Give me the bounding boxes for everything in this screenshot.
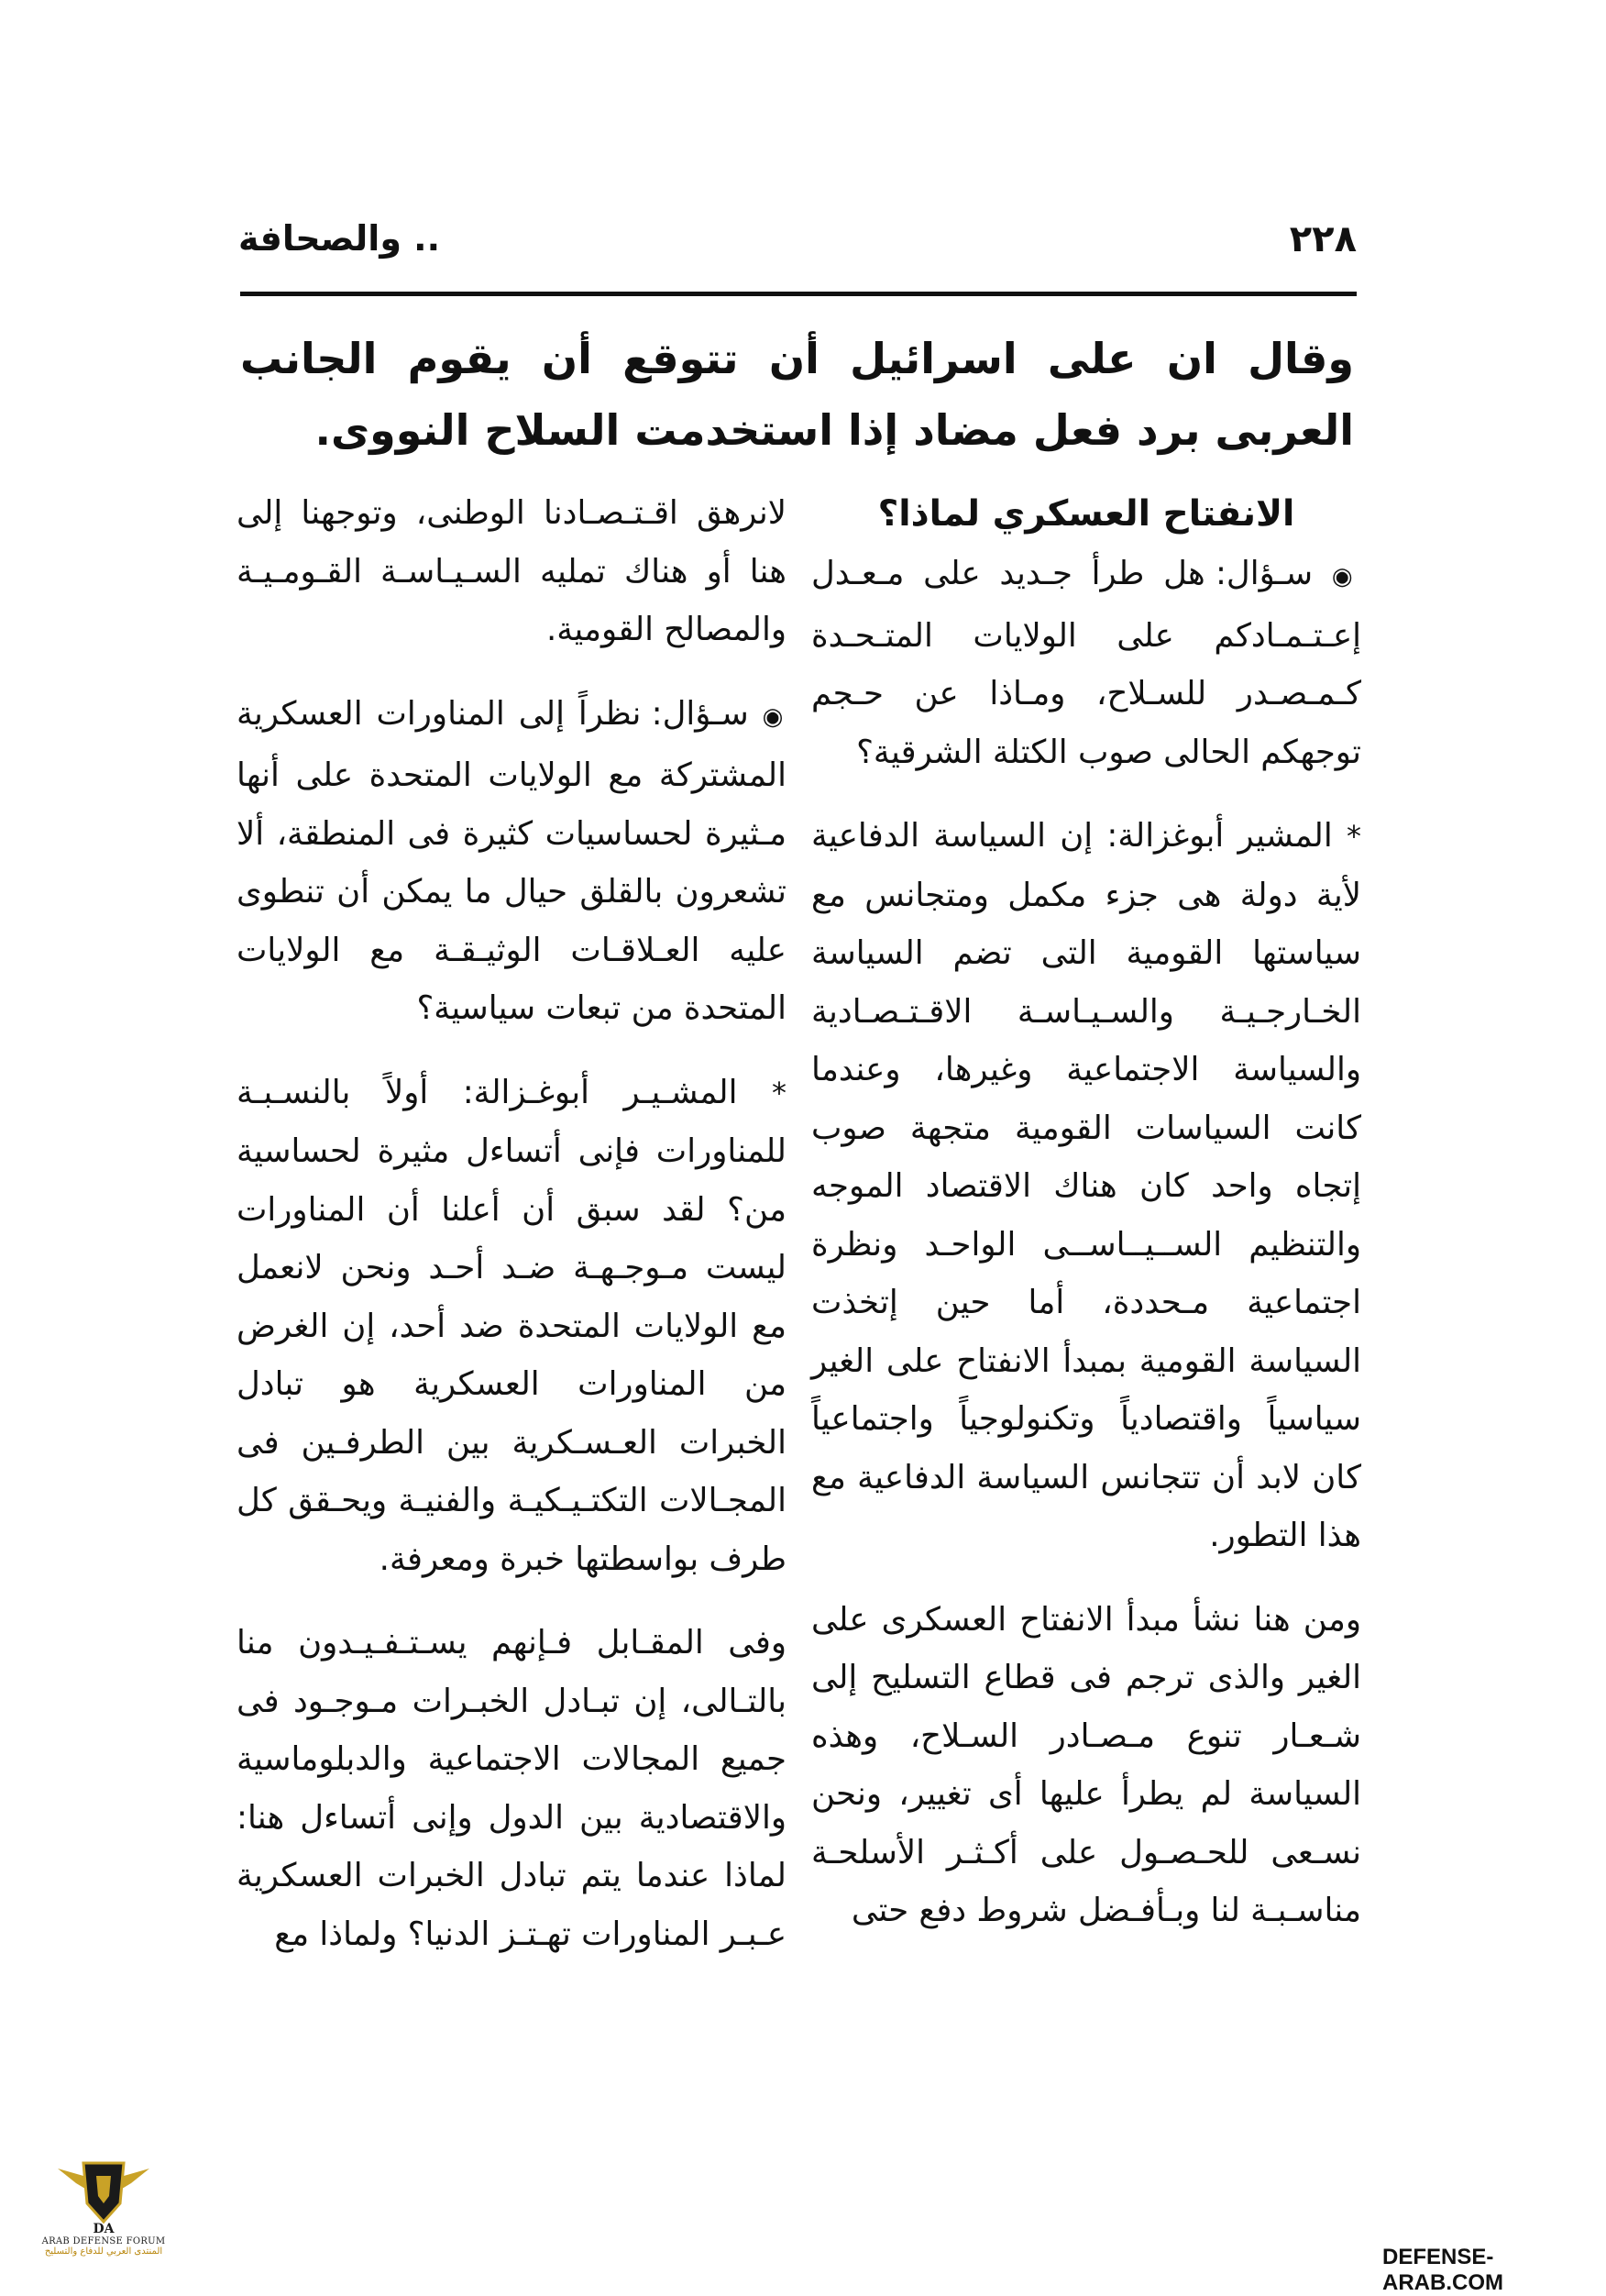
page-number: ٢٢٨ xyxy=(1289,218,1357,260)
running-title: .. والصحافة xyxy=(238,218,441,259)
bullet-icon: ◉ xyxy=(1331,563,1361,591)
left-column xyxy=(236,484,786,1963)
answer-2-text: المشـيـر أبوغـزالة: أولاً بالنسـبـة للمناورات فإنى أتساءل مثيرة لحساسية من؟ لقد سبق أن أعلنا أن المناورات ليست مـوجـهـة ضـد أحـد ونحن لانعمل مع الولايات المتحدة ضد أحد، إن الغرض من المناورات العسكرية هو تبادل الخبرات العـسـكرية بين الطرفـين فى المجـالات التكتـيـكيـة والفنيـة ويحـقق كل طرف بواسطتها خبرة ومعرفة. xyxy=(236,1073,786,1578)
header-rule xyxy=(240,292,1357,296)
logo-arabic-name: المنتدى العربي للدفاع والتسليح xyxy=(44,2246,163,2257)
answer-1-text: المشير أبوغزالة: إن السياسة الدفاعية لأية دولة هى جزء مكمل ومتجانس مع سياستها القومية التى تضم السياسة الخـارجـيـة والسـيـاسـة الاقـتـصـادية والسياسة الاجتماعية وغيرها، وعندما كانت السياسات القومية متجهة صوب إتجاه واحد كان هناك الاقتصاد الموجه والتنظيم الســيــاســى الواحـد ونظرة اجتماعية مـحددة، أما حين إتخذت السياسة القومية بمبدأ الانفتاح على الغير سياسياً واقتصادياً وتكنولوجياً واجتماعياً كان لابد أن تتجانس السياسة الدفاعية مع هذا التطور. xyxy=(811,817,1361,1554)
answer-1 xyxy=(811,807,1361,1565)
paragraph-2: ومن هنا نشأ مبدأ الانفتاح العسكرى على الغير والذى ترجم فى قطاع التسليح إلى شـعـار تنوع مـصـادر السـلاح، وهذه السياسة لم يطرأ عليها أى تغيير، ونحن نسـعى للحـصـول على أكـثـر الأسلحـة مناسـبـة لنا وبـأفـضل شروط دفع حتى xyxy=(811,1600,1361,1929)
question-2-text: سـؤال: نظراً إلى المناورات العسكرية المشتركة مع الولايات المتحدة على أنها مـثيرة لحساسيات كثيرة فى المنطقة، ألا تشعرون بالقلق حيال ما يمكن أن تنطوى عليه العـلاقـات الوثيـقـة مع الولايات المتحدة من تبعات سياسية؟ xyxy=(236,694,786,1027)
eagle-shield-icon xyxy=(49,2150,159,2235)
question-1 xyxy=(811,545,1361,781)
page-header xyxy=(238,218,1357,273)
logo-badge: DA xyxy=(93,2222,115,2235)
bullet-icon: ◉ xyxy=(762,702,786,731)
paragraph-continuation: لانرهق اقـتـصـادنا الوطنى، وتوجهنا إلى هنا أو هناك تمليه السـيـاسـة القـومـيـة والمصالح القومية. xyxy=(236,494,786,648)
star-icon: * xyxy=(772,1075,786,1110)
logo-name: ARAB DEFENSE FORUM xyxy=(41,2236,166,2246)
section-heading: الانفتاح العسكري لماذا؟ xyxy=(877,493,1295,535)
answer-2 xyxy=(236,1064,786,1589)
right-column xyxy=(811,484,1361,1940)
watermark-url: DEFENSE-ARAB.COM xyxy=(1382,2245,1503,2295)
forum-logo xyxy=(35,2150,172,2265)
star-icon: * xyxy=(1347,819,1361,854)
question-1-text: سـؤال: هل طرأ جـديد على مـعـدل إعـتـمـادكم على الولايات المتـحـدة كـمـصـدر للسـلاح، ومـاذا عن حـجم توجهكم الحالى صوب الكتلة الشرقية؟ xyxy=(811,555,1361,771)
paragraph-3: وفى المقـابل فـإنهم يسـتـفـيـدون منا بالتـالى، إن تبـادل الخبـرات مـوجـود فى جميع المجالات الاجتماعية والدبلوماسية والاقتصادية بين الدول وإنى أتساءل هنا: لماذا عندما يتم تبادل الخبرات العسكرية عـبـر المناورات تهـتـز الدنيا؟ ولماذا مع xyxy=(236,1624,786,1953)
question-2 xyxy=(236,685,786,1038)
intro-paragraph: وقال ان على اسرائيل أن تتوقع أن يقوم الجانب العربى برد فعل مضاد إذا استخدمت السلاح النووى. xyxy=(240,334,1354,455)
